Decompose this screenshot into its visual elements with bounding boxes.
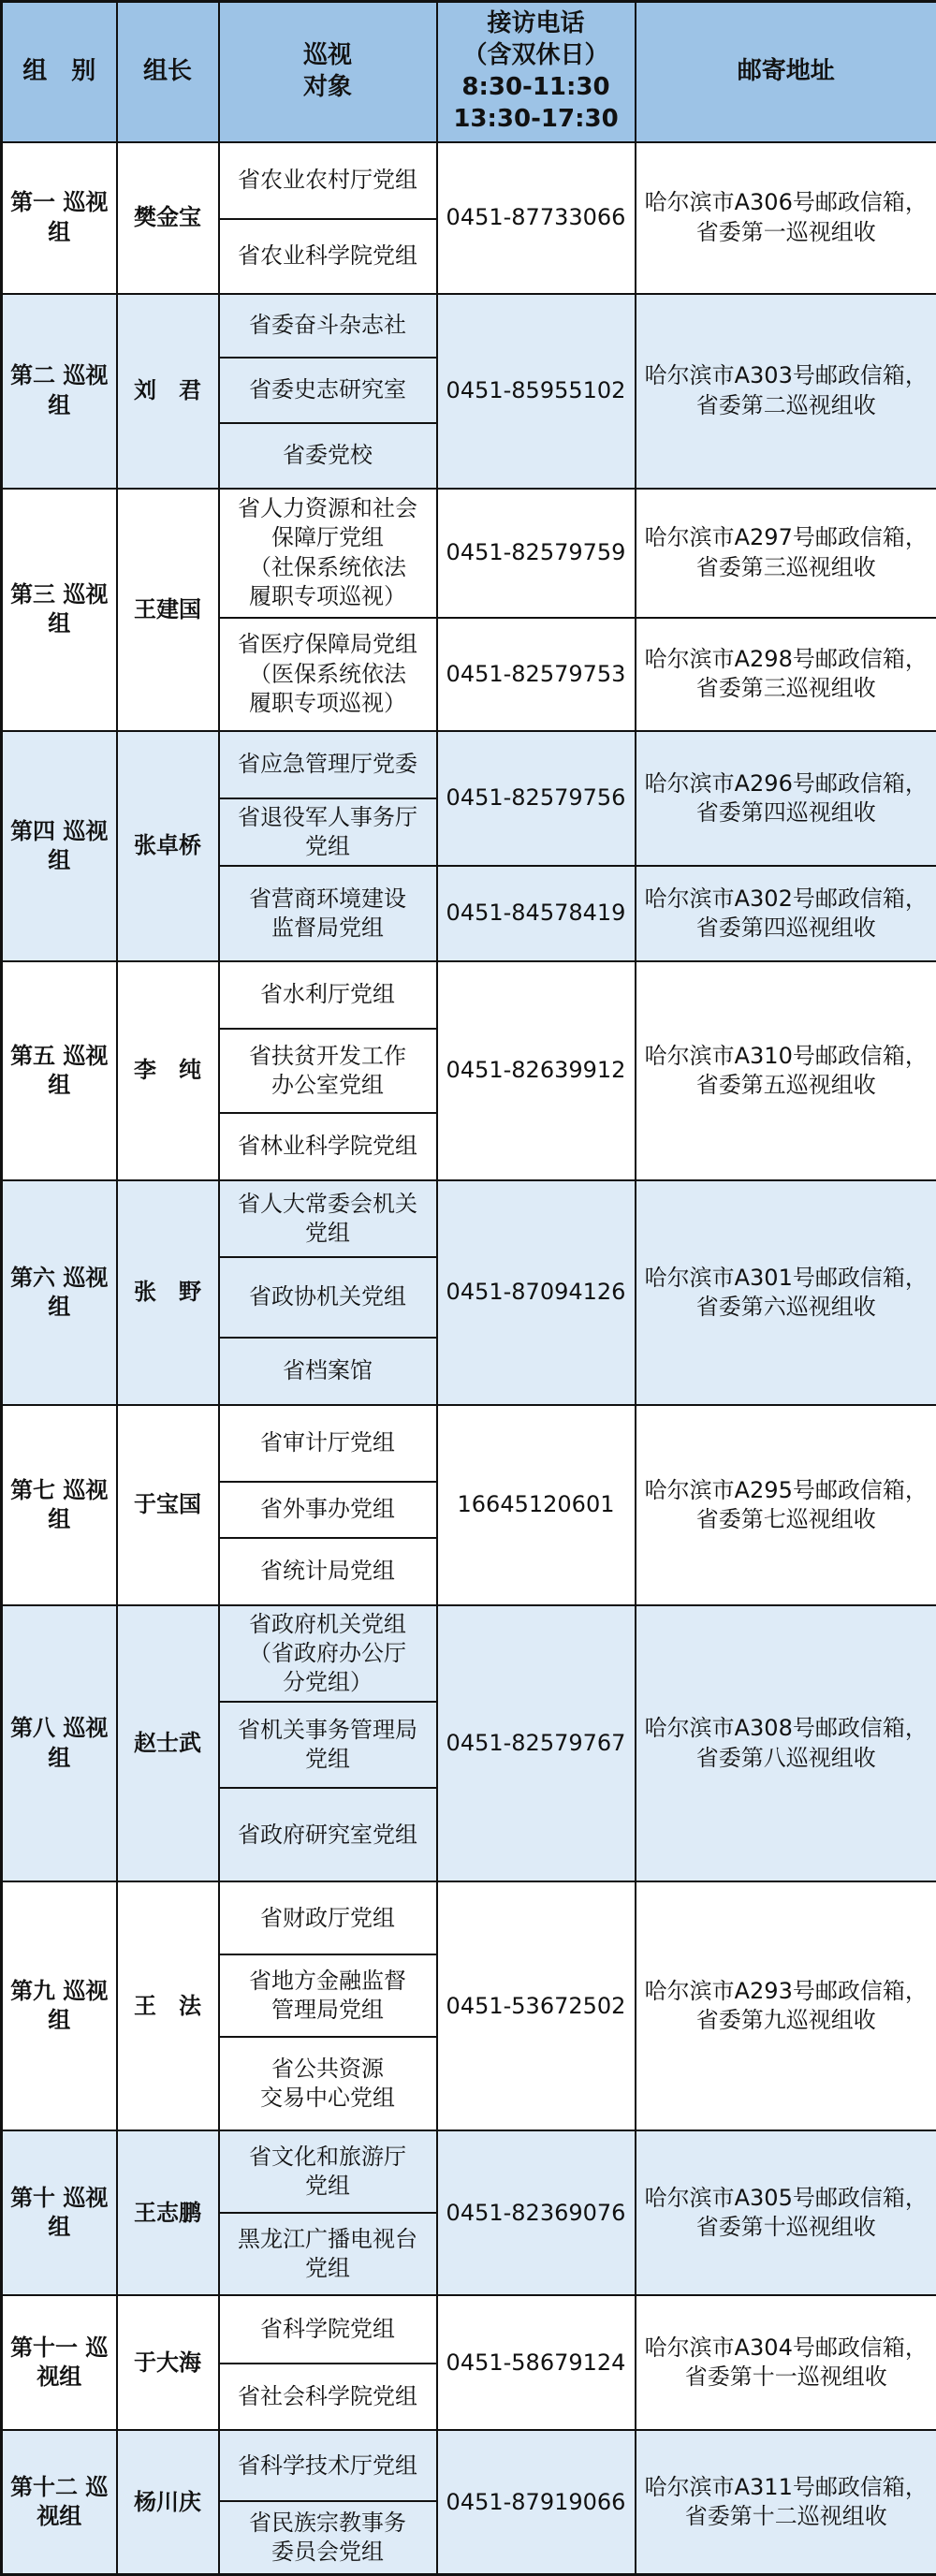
group-name: 第八 巡视组 [2, 1605, 117, 1881]
hotline-phone: 0451-82579753 [437, 618, 636, 731]
table-row [2, 2130, 936, 2213]
table-row [2, 294, 936, 358]
hotline-phone: 0451-82639912 [437, 961, 636, 1180]
header-target [219, 2, 437, 142]
mail-address: 哈尔滨市A303号邮政信箱，省委第二巡视组收 [636, 294, 936, 489]
group-block [2, 294, 936, 489]
inspection-target: 省文化和旅游厅 党组 [219, 2130, 437, 2213]
mail-address: 哈尔滨市A308号邮政信箱，省委第八巡视组收 [636, 1605, 936, 1881]
mail-address: 哈尔滨市A297号邮政信箱，省委第三巡视组收 [636, 489, 936, 618]
hotline-phone: 0451-82579759 [437, 489, 636, 618]
table-row [2, 489, 936, 618]
inspection-target: 省政协机关党组 [219, 1257, 437, 1338]
header-leader: 组长 [117, 2, 219, 142]
group-name: 第十一 巡视组 [2, 2295, 117, 2430]
inspection-target: 黑龙江广播电视台 党组 [219, 2213, 437, 2295]
group-block [2, 2295, 936, 2430]
header-phone [437, 2, 636, 142]
group-block [2, 731, 936, 961]
hotline-phone: 0451-87733066 [437, 142, 636, 294]
mail-address: 哈尔滨市A298号邮政信箱，省委第三巡视组收 [636, 618, 936, 731]
inspection-target: 省地方金融监督 管理局党组 [219, 1954, 437, 2037]
inspection-target: 省委党校 [219, 423, 437, 489]
inspection-target: 省人大常委会机关 党组 [219, 1180, 437, 1257]
group-name: 第十 巡视组 [2, 2130, 117, 2295]
group-block [2, 961, 936, 1180]
group-name: 第二 巡视组 [2, 294, 117, 489]
inspection-target: 省机关事务管理局 党组 [219, 1702, 437, 1788]
header-target-line: 对象 [302, 72, 352, 101]
mail-address: 哈尔滨市A304号邮政信箱，省委第十一巡视组收 [636, 2295, 936, 2430]
hotline-phone: 0451-85955102 [437, 294, 636, 489]
group-leader: 杨川庆 [117, 2430, 219, 2574]
table-row [2, 2295, 936, 2364]
table-row [2, 2430, 936, 2501]
group-leader: 赵士武 [117, 1605, 219, 1881]
mail-address: 哈尔滨市A301号邮政信箱，省委第六巡视组收 [636, 1180, 936, 1405]
hotline-phone: 0451-84578419 [437, 866, 636, 961]
inspection-target: 省林业科学院党组 [219, 1113, 437, 1180]
inspection-target: 省农业农村厅党组 [219, 142, 437, 219]
group-name: 第五 巡视组 [2, 961, 117, 1180]
group-leader: 王志鹏 [117, 2130, 219, 2295]
inspection-target: 省委史志研究室 [219, 358, 437, 423]
hotline-phone: 0451-58679124 [437, 2295, 636, 2430]
group-block [2, 1881, 936, 2130]
header-row [2, 2, 936, 142]
group-block [2, 2130, 936, 2295]
hotline-phone: 0451-87094126 [437, 1180, 636, 1405]
group-block [2, 2430, 936, 2574]
inspection-target: 省营商环境建设 监督局党组 [219, 866, 437, 961]
inspection-target: 省财政厅党组 [219, 1881, 437, 1954]
inspection-target: 省社会科学院党组 [219, 2364, 437, 2430]
group-leader: 樊金宝 [117, 142, 219, 294]
hotline-phone: 0451-87919066 [437, 2430, 636, 2574]
header-phone-line: （含双休日） [462, 40, 609, 69]
inspection-target: 省科学技术厅党组 [219, 2430, 437, 2501]
inspection-target: 省退役军人事务厅 党组 [219, 798, 437, 866]
header-phone-line: 13:30-17:30 [453, 104, 619, 133]
table-row [2, 142, 936, 219]
mail-address: 哈尔滨市A305号邮政信箱，省委第十巡视组收 [636, 2130, 936, 2295]
table-row [2, 961, 936, 1029]
header-target-line: 巡视 [302, 40, 352, 69]
mail-address: 哈尔滨市A293号邮政信箱，省委第九巡视组收 [636, 1881, 936, 2130]
table-row [2, 1605, 936, 1702]
inspection-target: 省应急管理厅党委 [219, 731, 437, 798]
group-leader: 李 纯 [117, 961, 219, 1180]
group-name: 第六 巡视组 [2, 1180, 117, 1405]
inspection-target: 省审计厅党组 [219, 1405, 437, 1482]
group-block [2, 489, 936, 731]
hotline-phone: 0451-82579767 [437, 1605, 636, 1881]
hotline-phone: 0451-82579756 [437, 731, 636, 866]
inspection-target: 省人力资源和社会 保障厅党组 （社保系统依法 履职专项巡视） [219, 489, 437, 618]
group-leader: 王建国 [117, 489, 219, 731]
mail-address: 哈尔滨市A306号邮政信箱，省委第一巡视组收 [636, 142, 936, 294]
mail-address: 哈尔滨市A295号邮政信箱，省委第七巡视组收 [636, 1405, 936, 1605]
header-address: 邮寄地址 [636, 2, 936, 142]
inspection-target: 省政府研究室党组 [219, 1788, 437, 1881]
inspection-target: 省统计局党组 [219, 1538, 437, 1605]
table-row [2, 1881, 936, 1954]
inspection-target: 省扶贫开发工作 办公室党组 [219, 1029, 437, 1113]
group-block [2, 1605, 936, 1881]
group-block [2, 142, 936, 294]
inspection-target: 省档案馆 [219, 1338, 437, 1405]
header-group: 组 别 [2, 2, 117, 142]
table-row [2, 1405, 936, 1482]
group-leader: 张卓桥 [117, 731, 219, 961]
group-block [2, 1180, 936, 1405]
inspection-target: 省民族宗教事务 委员会党组 [219, 2501, 437, 2574]
hotline-phone: 0451-53672502 [437, 1881, 636, 2130]
group-leader: 于大海 [117, 2295, 219, 2430]
group-name: 第一 巡视组 [2, 142, 117, 294]
inspection-target: 省公共资源 交易中心党组 [219, 2037, 437, 2130]
hotline-phone: 0451-82369076 [437, 2130, 636, 2295]
inspection-target: 省水利厅党组 [219, 961, 437, 1029]
group-name: 第九 巡视组 [2, 1881, 117, 2130]
inspection-target: 省委奋斗杂志社 [219, 294, 437, 358]
header-phone-line: 接访电话 [487, 9, 585, 38]
inspection-target: 省医疗保障局党组 （医保系统依法 履职专项巡视） [219, 618, 437, 731]
group-name: 第三 巡视组 [2, 489, 117, 731]
inspection-target: 省政府机关党组 （省政府办公厅 分党组） [219, 1605, 437, 1702]
table-row [2, 1180, 936, 1257]
mail-address: 哈尔滨市A296号邮政信箱，省委第四巡视组收 [636, 731, 936, 866]
mail-address: 哈尔滨市A311号邮政信箱，省委第十二巡视组收 [636, 2430, 936, 2574]
hotline-phone: 16645120601 [437, 1405, 636, 1605]
inspection-target: 省农业科学院党组 [219, 219, 437, 294]
group-leader: 张 野 [117, 1180, 219, 1405]
group-leader: 王 法 [117, 1881, 219, 2130]
inspection-target: 省外事办党组 [219, 1482, 437, 1538]
group-leader: 刘 君 [117, 294, 219, 489]
header-phone-line: 8:30-11:30 [461, 72, 610, 101]
mail-address: 哈尔滨市A302号邮政信箱，省委第四巡视组收 [636, 866, 936, 961]
group-name: 第七 巡视组 [2, 1405, 117, 1605]
group-leader: 于宝国 [117, 1405, 219, 1605]
group-name: 第十二 巡视组 [2, 2430, 117, 2574]
inspection-target: 省科学院党组 [219, 2295, 437, 2364]
group-name: 第四 巡视组 [2, 731, 117, 961]
table-row [2, 731, 936, 798]
mail-address: 哈尔滨市A310号邮政信箱，省委第五巡视组收 [636, 961, 936, 1180]
group-block [2, 1405, 936, 1605]
